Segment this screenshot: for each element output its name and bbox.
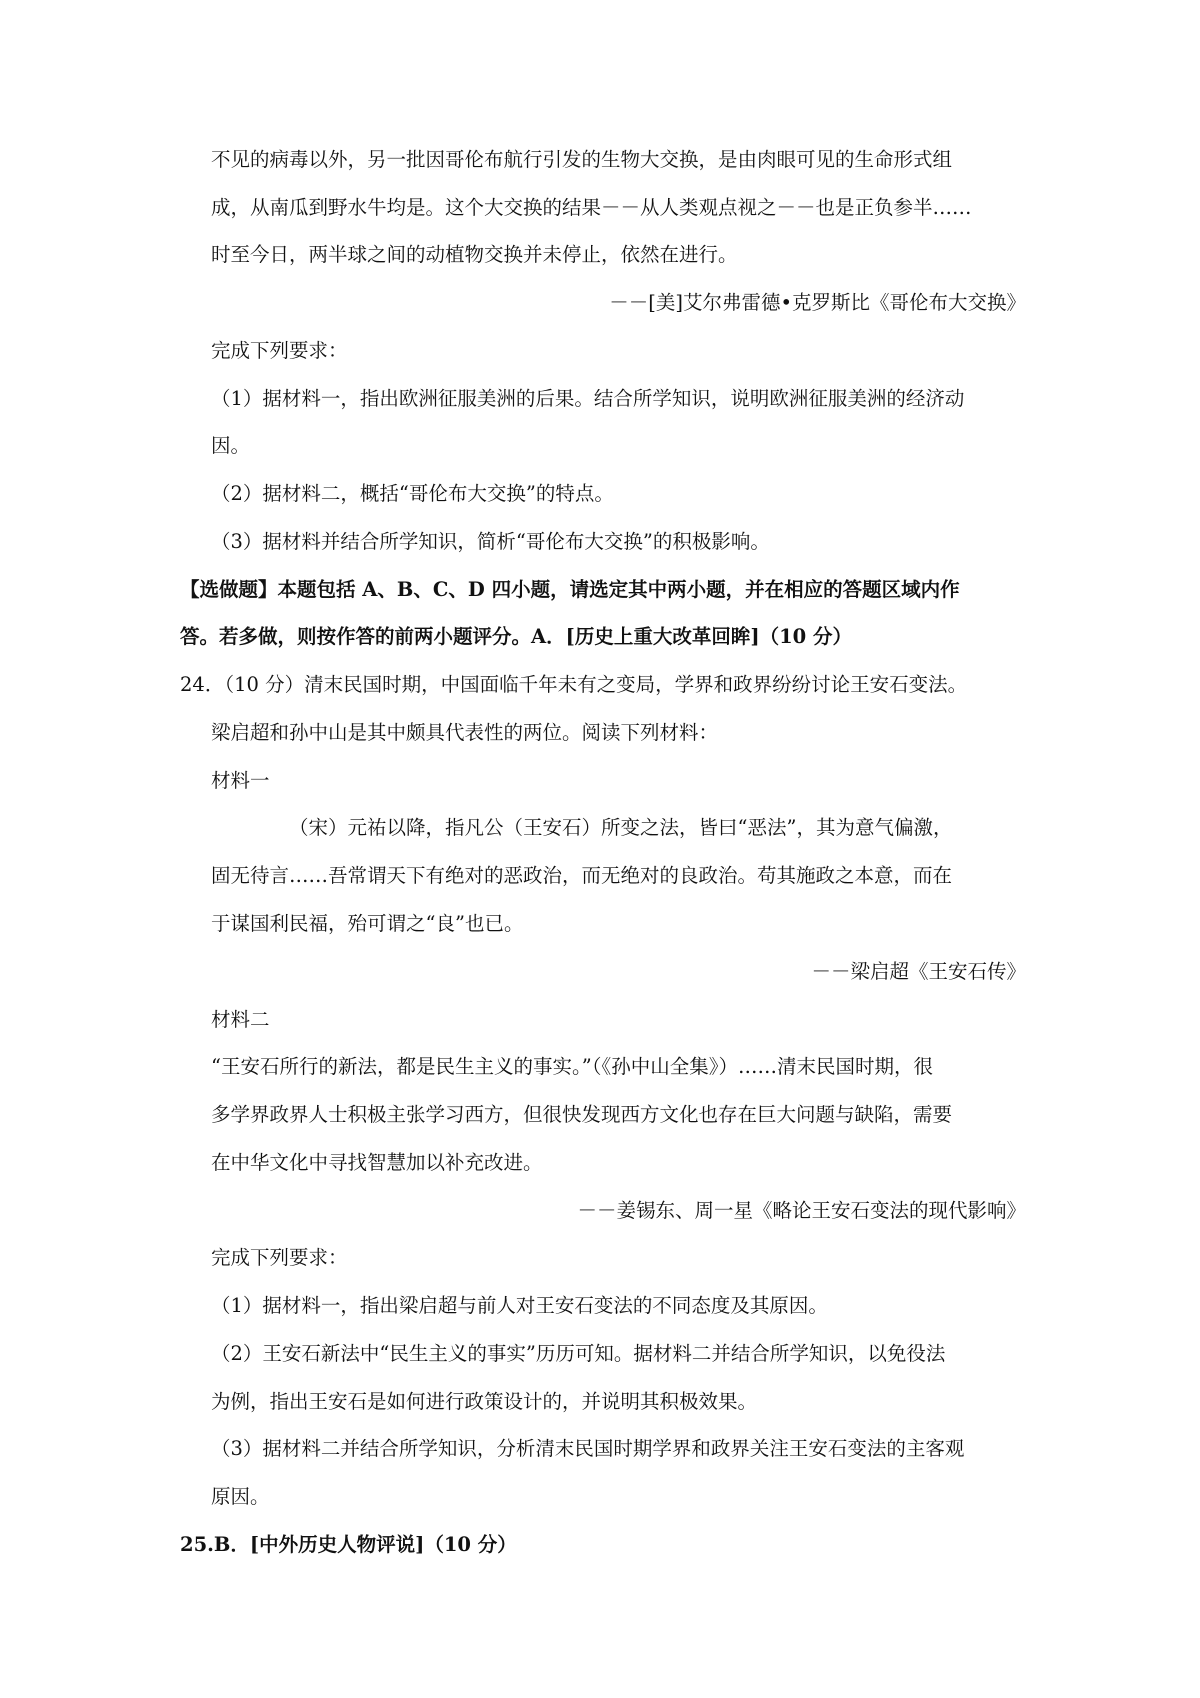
material-text-line: 固无待言……吾常谓天下有绝对的恶政治，而无绝对的良政治。苟其施政之本意，而在 <box>211 864 953 887</box>
requirements-intro: 完成下列要求： <box>211 339 348 362</box>
material-text-line: 不见的病毒以外，另一批因哥伦布航行引发的生物大交换，是由肉眼可见的生命形式组 <box>211 148 953 171</box>
requirement-item: 原因。 <box>211 1485 270 1508</box>
material-text-line: 在中华文化中寻找智慧加以补充改进。 <box>211 1151 543 1174</box>
requirement-item: 为例，指出王安石是如何进行政策设计的，并说明其积极效果。 <box>211 1390 758 1413</box>
material-label: 材料一 <box>211 769 270 792</box>
requirement-item: （1）据材料一，指出欧洲征服美洲的后果。结合所学知识，说明欧洲征服美洲的经济动 <box>211 387 965 410</box>
material-text-line: “王安石所行的新法，都是民生主义的事实。”（《孙中山全集》）……清末民国时期，很 <box>211 1055 933 1078</box>
material-source: －－梁启超《王安石传》 <box>811 960 1026 983</box>
requirement-item: （3）据材料并结合所学知识，简析“哥伦布大交换”的积极影响。 <box>211 530 770 553</box>
material-text-line: 于谋国利民福，殆可谓之“良”也已。 <box>211 912 524 935</box>
material-text-line: 多学界政界人士积极主张学习西方，但很快发现西方文化也存在巨大问题与缺陷，需要 <box>211 1103 953 1126</box>
requirements-intro: 完成下列要求： <box>211 1246 348 1269</box>
elective-header-line: 【选做题】本题包括 A、B、C、D 四小题，请选定其中两小题，并在相应的答题区域内作 <box>180 578 960 601</box>
material-source: －－姜锡东、周一星《略论王安石变法的现代影响》 <box>577 1199 1026 1222</box>
requirement-item: （1）据材料一，指出梁启超与前人对王安石变法的不同态度及其原因。 <box>211 1294 828 1317</box>
elective-header-line: 答。若多做，则按作答的前两小题评分。A．[历史上重大改革回眸]（10 分） <box>180 625 853 648</box>
material-text-line: （宋）元祐以降，指凡公（王安石）所变之法，皆曰“恶法”，其为意气偏激， <box>289 816 953 839</box>
requirement-item: （2）据材料二，概括“哥伦布大交换”的特点。 <box>211 482 614 505</box>
material-text-line: 时至今日，两半球之间的动植物交换并未停止，依然在进行。 <box>211 243 738 266</box>
material-label: 材料二 <box>211 1008 270 1031</box>
material-source: －－[美]艾尔弗雷德•克罗斯比《哥伦布大交换》 <box>609 291 1026 314</box>
requirement-item: 因。 <box>211 434 251 457</box>
requirement-item: （2）王安石新法中“民生主义的事实”历历可知。据材料二并结合所学知识，以免役法 <box>211 1342 946 1365</box>
requirement-item: （3）据材料二并结合所学知识，分析清末民国时期学界和政界关注王安石变法的主客观 <box>211 1437 965 1460</box>
material-text-line: 成，从南瓜到野水牛均是。这个大交换的结果－－从人类观点视之－－也是正负参半…… <box>211 196 972 219</box>
question-stem-line: 24．（10 分）清末民国时期，中国面临千年未有之变局，学界和政界纷纷讨论王安石变法。 <box>180 673 968 696</box>
question-stem-line: 梁启超和孙中山是其中颇具代表性的两位。阅读下列材料： <box>211 721 719 744</box>
question-header: 25.B．[中外历史人物评说]（10 分） <box>180 1533 517 1556</box>
